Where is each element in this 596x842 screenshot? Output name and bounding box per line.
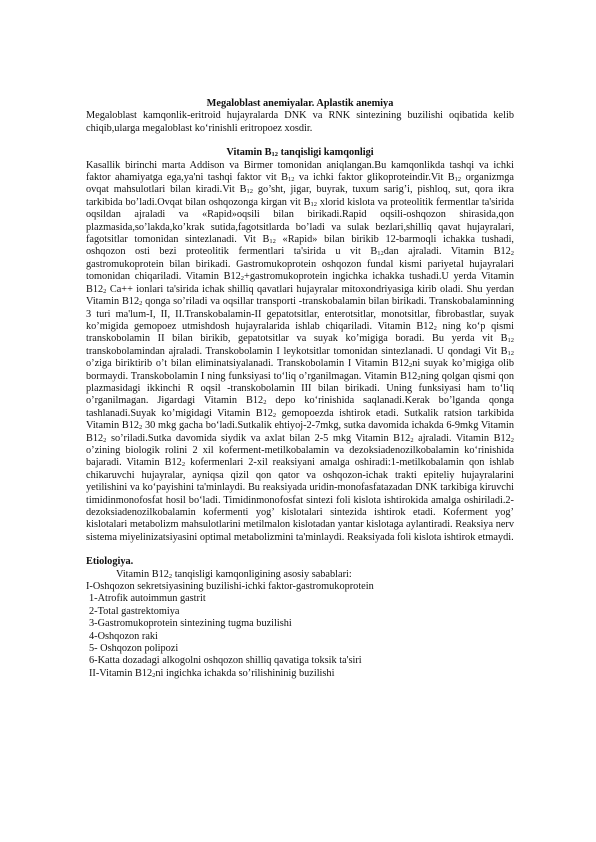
document-page [86,98,514,680]
body-text-segment: transkobolamindan ajraladi. Transkobolamin I leykotsitlar tomonidan sintezlanadi. U qondagi Vit B [86,345,508,357]
body-text-segment: organizmga ovqat mahsulotlari bilan kiradi.Vit B [86,172,514,196]
body-text-segment: «Rapid» bilan birikib 12-barmoqli ichakka tushadi, oshqozon osti bezi proteolitik fermentlari ta'sirida u vit B [86,234,514,258]
body-text-segment: +gastromukoprotein ingichka ichakka tushadi.U yerda Vitamin B12 [86,271,514,295]
body-paragraph [86,160,514,545]
etiology-item: 2-Total gastrektomiya [89,605,180,617]
body-text-segment: dan ajraladi. Vitamin B12 [383,246,511,258]
etiology-intro-text-end: tanqisligi kamqonligining asosiy sabablari: [172,568,352,580]
body-text-segment: o’zining biologik rolini 2 xil koferment-metilkobalamin va dezoksiadenozilkobalamin ko‘rinishida bajaradi. Vitamin B12 [86,444,514,469]
body-text-segment: Ca++ ionlari ta'sirida ichak shilliq qavatlari hujayralar mitoxondriyasiga kirib oladi. Shu yerdan Vitamin B12 [86,283,514,308]
etiology-item: 5- Oshqozon polipozi [89,643,179,655]
etiology-item: 1-Atrofik autoimmun gastrit [89,593,206,605]
body-subscript: 2 [240,275,245,283]
section-heading-text: Vitamin B [226,147,272,159]
body-text-segment: ni suyak ko’migiga olib bormaydi. Transkobolamin I ning funksiyasi to‘liq o’rganilmagan. Vitamin B12 [86,358,514,382]
spacer [86,135,514,147]
etiology-intro [86,569,514,581]
body-text-segment: xlorid kislota va proteolitik fermentlar ta'sirida oqsildan ajraladi va «Rapid»oqsili bilan birikadi.Rapid oqsili-oshqozon shirasida,qon plazmasida,so’lakda,ko’krak sutida,fagotsitlarda bo’ladi va sulak bezlari,shilliq qavat hujayralari, fagotsitlar tomonidan sintezlanadi. Vit B [86,196,514,246]
body-subscript: 2 [139,424,143,432]
body-text-segment: va ichki faktor glikoproteindir.Vit B [294,172,455,184]
etiology-group-1: I-Oshqozon sekretsiyasining buzilishi-ichki faktor-gastromukoprotein [86,581,374,593]
etiology-intro-text: Vitamin B12 [116,568,169,580]
body-text-segment: qonga so’riladi va oqsillar transporti -transkobalamin bilan birikadi. Transkobalaminning 3 turi ma'lum-I, II, II.Transkobalamin-II gepatotsitlar, enterotsitlar, monotsitlar, fibrobastlar, suyak ko’migida gemopoez utmishdosh hujayralarida ishlab chiqariladi. Vitamin B12 [86,296,514,332]
body-text-segment: ajraladi. Vitamin B12 [413,432,511,444]
etiology-item: 6-Katta dozadagi alkogolni oshqozon shilliq qavatiga toksik ta'siri [89,655,362,667]
body-text-segment: gastromukoprotein bilan birikadi. Gastromukoprotein oshqozon fundal kismi pariyetal hujayralari tomonidan chiqariladi. Vitamin B12 [86,258,514,283]
body-subscript: 12 [287,176,295,184]
etiology-intro-subscript: 2 [168,572,173,580]
body-subscript: 2 [510,436,514,444]
document-title: Megaloblast anemiyalar. Aplastik anemiya [206,98,394,109]
section-heading-subscript: 12 [271,151,279,159]
body-subscript: 2 [263,399,267,407]
body-text-segment: kofermenlari 2-xil reaksiyani amalga oshiradi:1-metilkobalamin qon ishlab chikaruvchi hujayralar, ayniqsa qizil qon qator va oshqozon-ichak trakti epiteliy hujayralarini yetilishini va ko‘payishini ta'minlaydi. Bu reaksiyada uridin-monofasfatazadan DNK tarkibiga kiruvchi timidinmonofosfat hosil bo‘ladi. Timidinmonofosfat sintezi foli kislota ishtirokida amalga oshiriladi.2-dezoksiadenozilkobalamin kofermenti yog’ kislotalari sintezida ishtirok etadi. Koferment yog’ kislotalari metabolizm mahsulotlarini metilmalon kislotadan yantar kislotaga aylantiradi. Reaksiya nerv sistema miyelinizatsiyasini optimal metabolizmini ta'minlaydi. Reaksiyada foli kislota ishtirok etmaydi. [86,457,514,543]
body-subscript: 12 [310,200,317,208]
body-subscript: 12 [269,238,276,246]
etiology-group-2-text: II-Vitamin B12 [89,667,153,679]
body-text-segment: go’sht, jigar, buyrak, tuxum sarig’i, pishloq, sut, qora ikra tarkibida bo’ladi.Ovqat bilan oshqozonga kirgan vit B [86,184,514,208]
body-subscript: 2 [139,300,143,308]
section-heading [86,147,514,159]
etiology-group-2-subscript: 2 [152,671,156,679]
body-subscript: 12 [246,188,254,196]
intro-paragraph: Megaloblast kamqonlik-eritroid hujayralarda DNK va RNK sintezining buzilishi oqibatida kelib chiqib,ularga megaloblast ko‘rinishli eritropoez xosdir. [86,110,514,134]
etiology-item: 3-Gastromukoprotein sintezining tugma buzilishi [89,618,292,630]
body-text-segment: gemopoezda ishtirok etadi. Sutkalik ratsion tarkibida Vitamin B12 [86,407,514,432]
etiology-group-2 [86,668,514,680]
body-subscript: 12 [507,337,514,345]
body-subscript: 2 [103,287,107,295]
body-subscript: 12 [454,176,462,184]
body-subscript: 2 [510,250,514,258]
body-text-segment: depo ko‘rinishida saqlanadi.Kerak bo’lganda qonga tashlanadi.Suyak ko’migidagi Vitamin B12 [86,395,514,419]
etiology-list [86,593,514,667]
body-subscript: 2 [272,411,277,419]
body-text-segment: ning qolgan qismi qon plazmasidagi ikkinchi R oqsil -transkobolamin III bilan birikadi. Uning funksiyasi ham to‘liq o’rganilmagan. Jigardagi Vitamin B12 [86,370,515,407]
body-subscript: 12 [377,250,384,258]
body-text-segment: o’ziga biriktirib o’t bilan eliminatsiyalanadi. Transkobolamin I Vitamin B12 [86,358,409,370]
body-text-segment: so’riladi.Sutka davomida siydik va axlat bilan 2-5 mkg Vitamin B12 [106,432,411,444]
body-subscript: 2 [417,374,421,382]
body-subscript: 2 [103,436,107,444]
etiology-heading: Etiologiya. [86,556,134,568]
etiology-item: 4-Oshqozon raki [89,630,158,642]
etiology-group-2-text-end: ni ingichka ichakda so’rilishininig buzilishi [155,667,335,679]
body-subscript: 2 [409,362,413,370]
body-subscript: 12 [507,349,514,357]
body-text-segment: Kasallik birinchi marta Addison va Birmer tomonidan aniqlangan.Bu kamqonlikda tashqi va ichki faktor ahamiyatga ega,ya'ni tashqi faktor vit B [86,159,514,184]
body-subscript: 2 [410,436,414,444]
body-text-segment: ning ko‘p qismi transkobolamin II bilan birikib, gepatotsitlar va suyak ko’migiga boradi. Bu yerda vit B [86,320,515,345]
spacer [86,544,514,556]
body-subscript: 2 [181,461,186,469]
section-heading-text-end: tanqisligi kamqonligi [278,147,374,159]
body-subscript: 2 [433,324,437,332]
body-text-segment: 30 mkg gacha bo‘ladi.Sutkalik ehtiyoj-2-7mkg, sutka davomida ichakda 6-9mkg Vitamin B12 [86,420,514,444]
